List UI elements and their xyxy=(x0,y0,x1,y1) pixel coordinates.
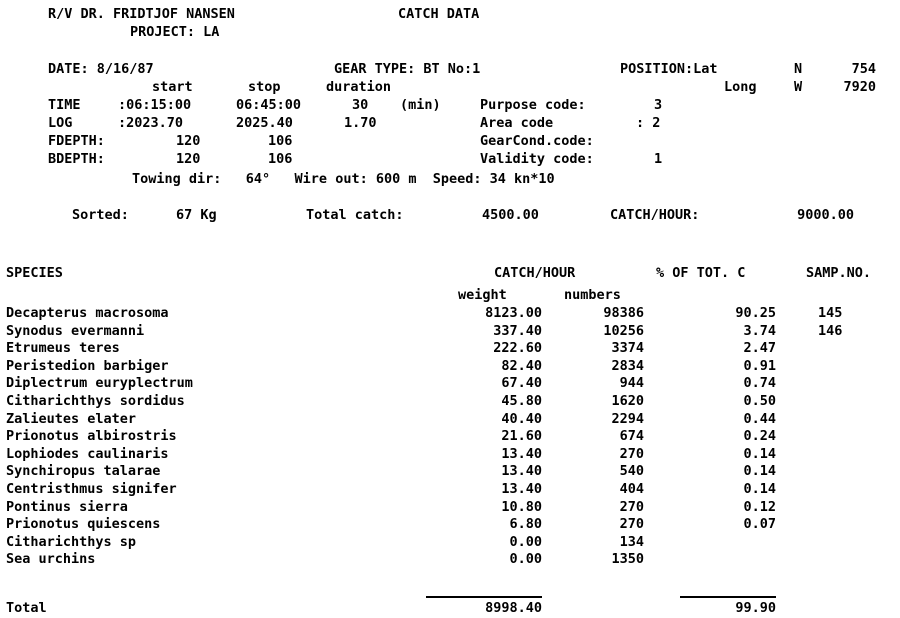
sample-number-header: SAMP.NO. xyxy=(806,265,872,281)
lat-direction: N xyxy=(794,61,803,77)
validity-code-value: 1 xyxy=(654,151,663,167)
percent-value: 0.14 xyxy=(743,481,776,497)
validity-code-label: Validity code: xyxy=(480,151,594,167)
percent-value: 0.91 xyxy=(743,357,776,374)
species-name: Synchiropus talarae xyxy=(6,463,161,480)
percent-value: 3.74 xyxy=(743,322,776,339)
long-value: 7920 xyxy=(843,79,876,95)
numbers-value: 270 xyxy=(619,445,644,462)
numbers-value: 540 xyxy=(619,463,644,480)
numbers-value: 270 xyxy=(619,516,644,533)
project-label: PROJECT: LA xyxy=(130,24,220,40)
weight-value: 40.40 xyxy=(501,410,542,427)
station-date: DATE: 8/16/87 xyxy=(48,61,154,77)
log-start: :2023.70 xyxy=(118,115,184,131)
purpose-code-label: Purpose code: xyxy=(480,97,586,113)
fdepth-label: FDEPTH: xyxy=(48,133,105,149)
time-label: TIME xyxy=(48,97,81,113)
col-duration: duration xyxy=(326,79,392,95)
vessel-name: R/V DR. FRIDTJOF NANSEN xyxy=(48,6,235,22)
sample-number: 146 xyxy=(818,322,843,339)
catch-hour-header: CATCH/HOUR xyxy=(494,265,576,281)
sorted-label: Sorted: xyxy=(72,207,129,223)
percent-value: 0.24 xyxy=(743,428,776,445)
species-name: Diplectrum euryplectrum xyxy=(6,375,193,392)
species-name: Sea urchins xyxy=(6,551,96,568)
numbers-subheader: numbers xyxy=(564,287,621,303)
species-name: Decapterus macrosoma xyxy=(6,305,169,321)
species-name: Etrumeus teres xyxy=(6,340,120,357)
weight-value: 13.40 xyxy=(501,463,542,480)
weight-value: 45.80 xyxy=(501,393,542,409)
total-catch-value: 4500.00 xyxy=(482,207,539,223)
weight-value: 13.40 xyxy=(501,445,542,462)
percent-value: 0.14 xyxy=(743,445,776,462)
species-name: Prionotus albirostris xyxy=(6,428,177,445)
species-name: Pontinus sierra xyxy=(6,498,128,515)
time-stop: 06:45:00 xyxy=(236,97,302,113)
numbers-value: 2294 xyxy=(611,410,644,427)
weight-value: 0.00 xyxy=(509,551,542,568)
total-catch-label: Total catch: xyxy=(306,207,404,223)
bdepth-stop: 106 xyxy=(268,151,293,167)
numbers-value: 10256 xyxy=(603,322,644,339)
area-code-label: Area code xyxy=(480,115,554,131)
species-name: Lophiodes caulinaris xyxy=(6,445,169,462)
percent-value: 0.07 xyxy=(743,516,776,533)
gear-type: GEAR TYPE: BT No:1 xyxy=(334,61,481,77)
species-name: Zalieutes elater xyxy=(6,410,137,427)
species-name: Centristhmus signifer xyxy=(6,481,177,497)
weight-value: 8123.00 xyxy=(485,305,542,321)
weight-value: 21.60 xyxy=(501,428,542,445)
weight-value: 82.40 xyxy=(501,357,542,374)
position-lat-label: POSITION:Lat xyxy=(620,61,718,77)
numbers-value: 404 xyxy=(619,481,644,497)
percent-value: 2.47 xyxy=(743,340,776,357)
percent-total-header: % OF TOT. C xyxy=(656,265,746,281)
purpose-code-value: 3 xyxy=(654,97,663,113)
numbers-value: 1620 xyxy=(611,393,644,409)
numbers-value: 98386 xyxy=(603,305,644,321)
weight-value: 0.00 xyxy=(509,533,542,550)
log-duration: 1.70 xyxy=(344,115,377,131)
species-header: SPECIES xyxy=(6,265,63,281)
towing-info: Towing dir: 64° Wire out: 600 m Speed: 34 kn*10 xyxy=(132,171,555,187)
bdepth-label: BDEPTH: xyxy=(48,151,105,167)
log-label: LOG xyxy=(48,115,73,131)
species-name: Peristedion barbiger xyxy=(6,357,169,374)
species-name: Citharichthys sp xyxy=(6,533,137,550)
time-unit: (min) xyxy=(400,97,441,113)
numbers-value: 3374 xyxy=(611,340,644,357)
time-duration: 30 xyxy=(352,97,369,113)
fdepth-stop: 106 xyxy=(268,133,293,149)
percent-total-rule xyxy=(680,596,776,598)
gearcond-code-label: GearCond.code: xyxy=(480,133,594,149)
weight-value: 67.40 xyxy=(501,375,542,392)
percent-value: 0.12 xyxy=(743,498,776,515)
long-direction: W xyxy=(794,79,803,95)
page-title: CATCH DATA xyxy=(398,6,480,22)
time-start: :06:15:00 xyxy=(118,97,192,113)
species-name: Synodus evermanni xyxy=(6,322,145,339)
numbers-value: 944 xyxy=(619,375,644,392)
lat-value: 754 xyxy=(851,61,876,77)
percent-value: 0.44 xyxy=(743,410,776,427)
numbers-value: 2834 xyxy=(611,357,644,374)
area-code-value: : 2 xyxy=(636,115,661,131)
percent-value: 0.14 xyxy=(743,463,776,480)
catch-per-hour-label: CATCH/HOUR: xyxy=(610,207,700,223)
species-name: Citharichthys sordidus xyxy=(6,393,185,409)
percent-value: 0.74 xyxy=(743,375,776,392)
bdepth-start: 120 xyxy=(176,151,201,167)
col-stop: stop xyxy=(248,79,281,95)
total-percent: 99.90 xyxy=(735,600,776,616)
weight-value: 13.40 xyxy=(501,481,542,497)
weight-value: 337.40 xyxy=(493,322,542,339)
col-start: start xyxy=(152,79,193,95)
weight-value: 10.80 xyxy=(501,498,542,515)
weight-subheader: weight xyxy=(458,287,507,303)
weight-value: 222.60 xyxy=(493,340,542,357)
numbers-value: 270 xyxy=(619,498,644,515)
percent-value: 90.25 xyxy=(735,305,776,321)
species-name: Prionotus quiescens xyxy=(6,516,161,533)
weight-value: 6.80 xyxy=(509,516,542,533)
fdepth-start: 120 xyxy=(176,133,201,149)
catch-per-hour-value: 9000.00 xyxy=(797,207,854,223)
sample-number: 145 xyxy=(818,305,843,321)
numbers-value: 1350 xyxy=(611,551,644,568)
total-weight: 8998.40 xyxy=(485,600,542,616)
log-stop: 2025.40 xyxy=(236,115,293,131)
sorted-value: 67 Kg xyxy=(176,207,217,223)
percent-value: 0.50 xyxy=(743,393,776,409)
position-long-label: Long xyxy=(724,79,757,95)
numbers-value: 674 xyxy=(619,428,644,445)
total-label: Total xyxy=(6,600,47,616)
numbers-value: 134 xyxy=(619,533,644,550)
weight-total-rule xyxy=(426,596,542,598)
